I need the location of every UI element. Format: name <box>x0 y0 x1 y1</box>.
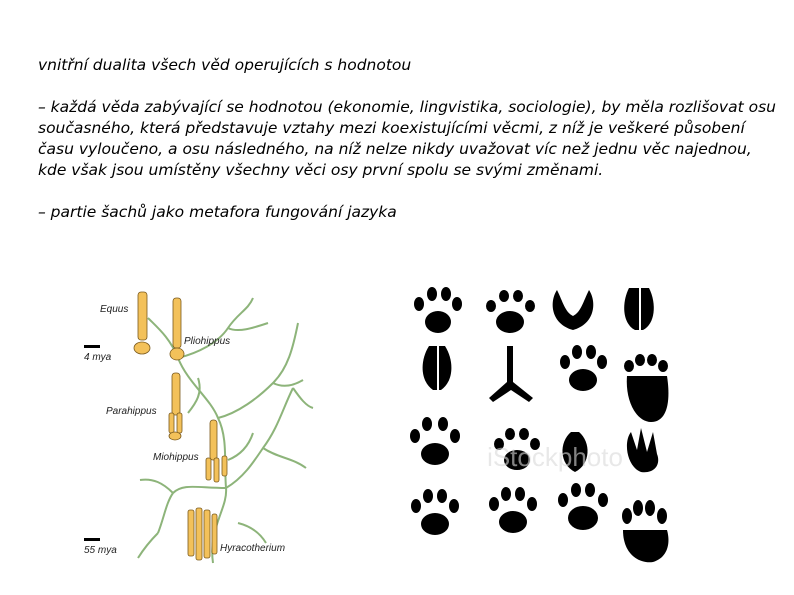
watermark-text: iStockphoto <box>487 442 623 472</box>
label-pliohippus: Pliohippus <box>184 336 231 347</box>
spacer <box>38 76 778 97</box>
scale-bars <box>84 345 100 541</box>
bear-paw-icon <box>622 500 668 562</box>
hand-print-icon <box>627 428 658 472</box>
paw-print-icon <box>414 287 462 333</box>
spacer <box>38 181 778 202</box>
label-equus: Equus <box>100 304 129 315</box>
label-miohippus: Miohippus <box>153 452 199 463</box>
label-hyracotherium: Hyracotherium <box>220 543 286 554</box>
slide-bullet: – partie šachů jako metafora fungování jazyka <box>38 203 397 221</box>
scale-bar-top <box>84 345 100 348</box>
cloven-hoof-icon <box>624 288 654 330</box>
paw-print-icon <box>489 487 537 533</box>
slide-text-block <box>38 55 778 223</box>
track-icons <box>410 287 668 562</box>
bear-paw-icon <box>624 354 668 422</box>
scale-label-bottom: 55 mya <box>84 545 117 556</box>
horse-evolution-figure <box>78 288 318 578</box>
bird-track-icon <box>489 346 533 402</box>
paw-print-icon <box>558 483 608 530</box>
label-parahippus: Parahippus <box>106 406 157 417</box>
slide-heading: vnitřní dualita všech věd operujících s hodnotou <box>38 56 412 74</box>
slide-paragraph: – každá věda zabývající se hodnotou (ekonomie, lingvistika, sociologie), by měla rozlišovat osu současného, která představuje vztahy mezi koexistujícími věcmi, z níž je veškeré působení času vyloučeno, a osu následného, na níž nelze nikdy uvažovat víc než jednu věc najednou, kde však jsou umístěny všechny věci osy první spolu se svými změnami. <box>38 98 776 179</box>
paw-print-icon <box>410 417 460 465</box>
animal-tracks-figure <box>405 282 695 572</box>
paw-print-icon <box>486 290 535 333</box>
paw-print-icon <box>560 345 607 391</box>
hoof-bones <box>134 292 227 560</box>
scale-bar-bottom <box>84 538 100 541</box>
scale-label-top: 4 mya <box>84 352 112 363</box>
cloven-hoof-icon <box>423 346 452 390</box>
cloven-hoof-icon <box>553 290 594 330</box>
paw-print-icon <box>411 489 459 535</box>
